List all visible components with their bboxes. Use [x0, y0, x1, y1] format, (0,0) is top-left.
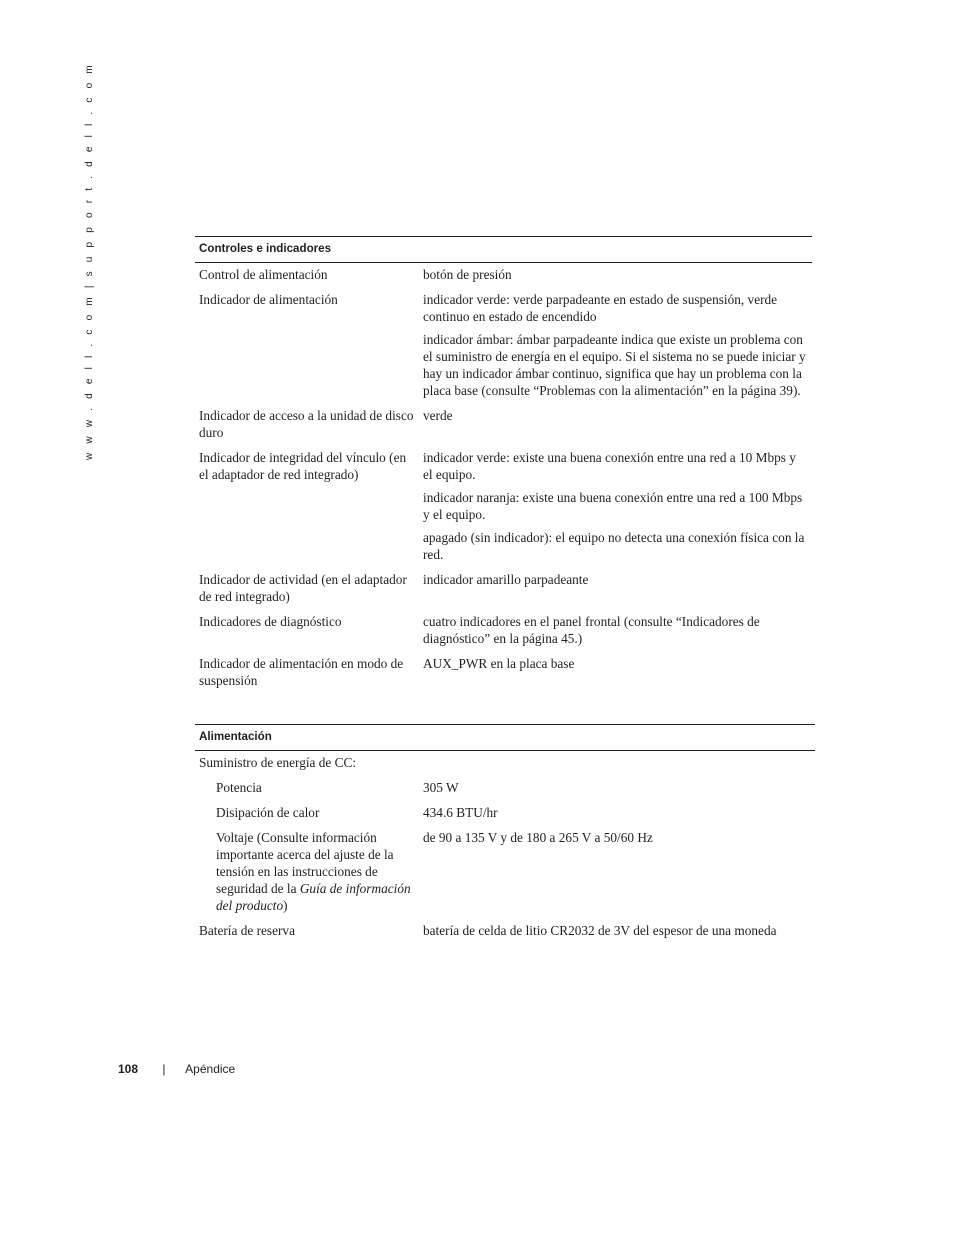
- product-guide-title: Guía de información del producto: [216, 881, 411, 913]
- row-label: Indicador de integridad del vínculo (en el adaptador de red integrado): [199, 450, 407, 482]
- controls-table: [195, 236, 812, 697]
- page-footer: [118, 1062, 235, 1076]
- supply-label: Suministro de energía de CC:: [199, 755, 357, 770]
- row-label: Control de alimentación: [199, 267, 328, 282]
- voltage-value: de 90 a 135 V y de 180 a 265 V a 50/60 Hz: [423, 830, 653, 845]
- row-label: Indicador de actividad (en el adaptador de red integrado): [199, 572, 407, 604]
- row-value: [419, 613, 812, 655]
- table-row: [195, 779, 815, 804]
- value-paragraph: indicador amarillo parpadeante: [423, 572, 589, 587]
- table-row: [195, 291, 812, 407]
- row-value: [419, 263, 812, 292]
- row-value: [419, 407, 812, 449]
- value-paragraph: indicador ámbar: ámbar parpadeante indica que existe un problema con el suministro de energía en el equipo. Si el sistema no se puede iniciar y hay un indicador ámbar continuo, significa que hay un problema con la placa base (consulte “Problemas con la alimentación” en la página 39).: [423, 332, 806, 398]
- value-paragraph: verde: [423, 408, 453, 423]
- row-value: [419, 449, 812, 571]
- value-paragraph: indicador naranja: existe una buena conexión entre una red a 100 Mbps y el equipo.: [423, 490, 803, 522]
- heat-label: Disipación de calor: [216, 805, 320, 820]
- footer-separator: |: [162, 1062, 166, 1076]
- table-row: [195, 613, 812, 655]
- controls-header: Controles e indicadores: [195, 237, 812, 263]
- table-row: [195, 829, 815, 922]
- page-number: 108: [118, 1062, 139, 1076]
- value-paragraph: indicador verde: verde parpadeante en estado de suspensión, verde continuo en estado de encendido: [423, 292, 778, 324]
- power-header: Alimentación: [195, 725, 815, 751]
- battery-value: batería de celda de litio CR2032 de 3V del espesor de una moneda: [423, 923, 777, 938]
- table-row: [195, 263, 812, 292]
- row-value: [419, 291, 812, 407]
- voltage-label-text: Voltaje (Consulte información importante acerca del ajuste de la tensión en las instrucciones de seguridad de la: [216, 830, 394, 896]
- row-label: Indicadores de diagnóstico: [199, 614, 342, 629]
- value-paragraph: AUX_PWR en la placa base: [423, 656, 575, 671]
- table-row: [195, 655, 812, 697]
- row-value: [419, 571, 812, 613]
- section-name: Apéndice: [185, 1062, 236, 1076]
- value-paragraph: cuatro indicadores en el panel frontal (consulte “Indicadores de diagnóstico” en la página 45.): [423, 614, 760, 646]
- voltage-label: [195, 829, 419, 922]
- power-table: [195, 724, 815, 947]
- row-label: Indicador de alimentación: [199, 292, 338, 307]
- row-label: Indicador de alimentación en modo de suspensión: [199, 656, 404, 688]
- value-paragraph: indicador verde: existe una buena conexión entre una red a 10 Mbps y el equipo.: [423, 450, 796, 482]
- side-url: w w w . d e l l . c o m | s u p p o r t . d e l l . c o m: [84, 62, 95, 460]
- wattage-label: Potencia: [216, 780, 262, 795]
- heat-value: 434.6 BTU/hr: [423, 805, 498, 820]
- table-row: [195, 449, 812, 571]
- wattage-value: 305 W: [423, 780, 459, 795]
- battery-label: Batería de reserva: [199, 923, 295, 938]
- table-row: [195, 804, 815, 829]
- table-row: [195, 751, 815, 780]
- row-label: Indicador de acceso a la unidad de disco duro: [199, 408, 414, 440]
- table-row: [195, 571, 812, 613]
- table-row: [195, 407, 812, 449]
- value-paragraph: botón de presión: [423, 267, 512, 282]
- row-value: [419, 655, 812, 697]
- table-row: [195, 922, 815, 947]
- voltage-label-close: ): [283, 898, 288, 913]
- value-paragraph: apagado (sin indicador): el equipo no detecta una conexión física con la red.: [423, 530, 805, 562]
